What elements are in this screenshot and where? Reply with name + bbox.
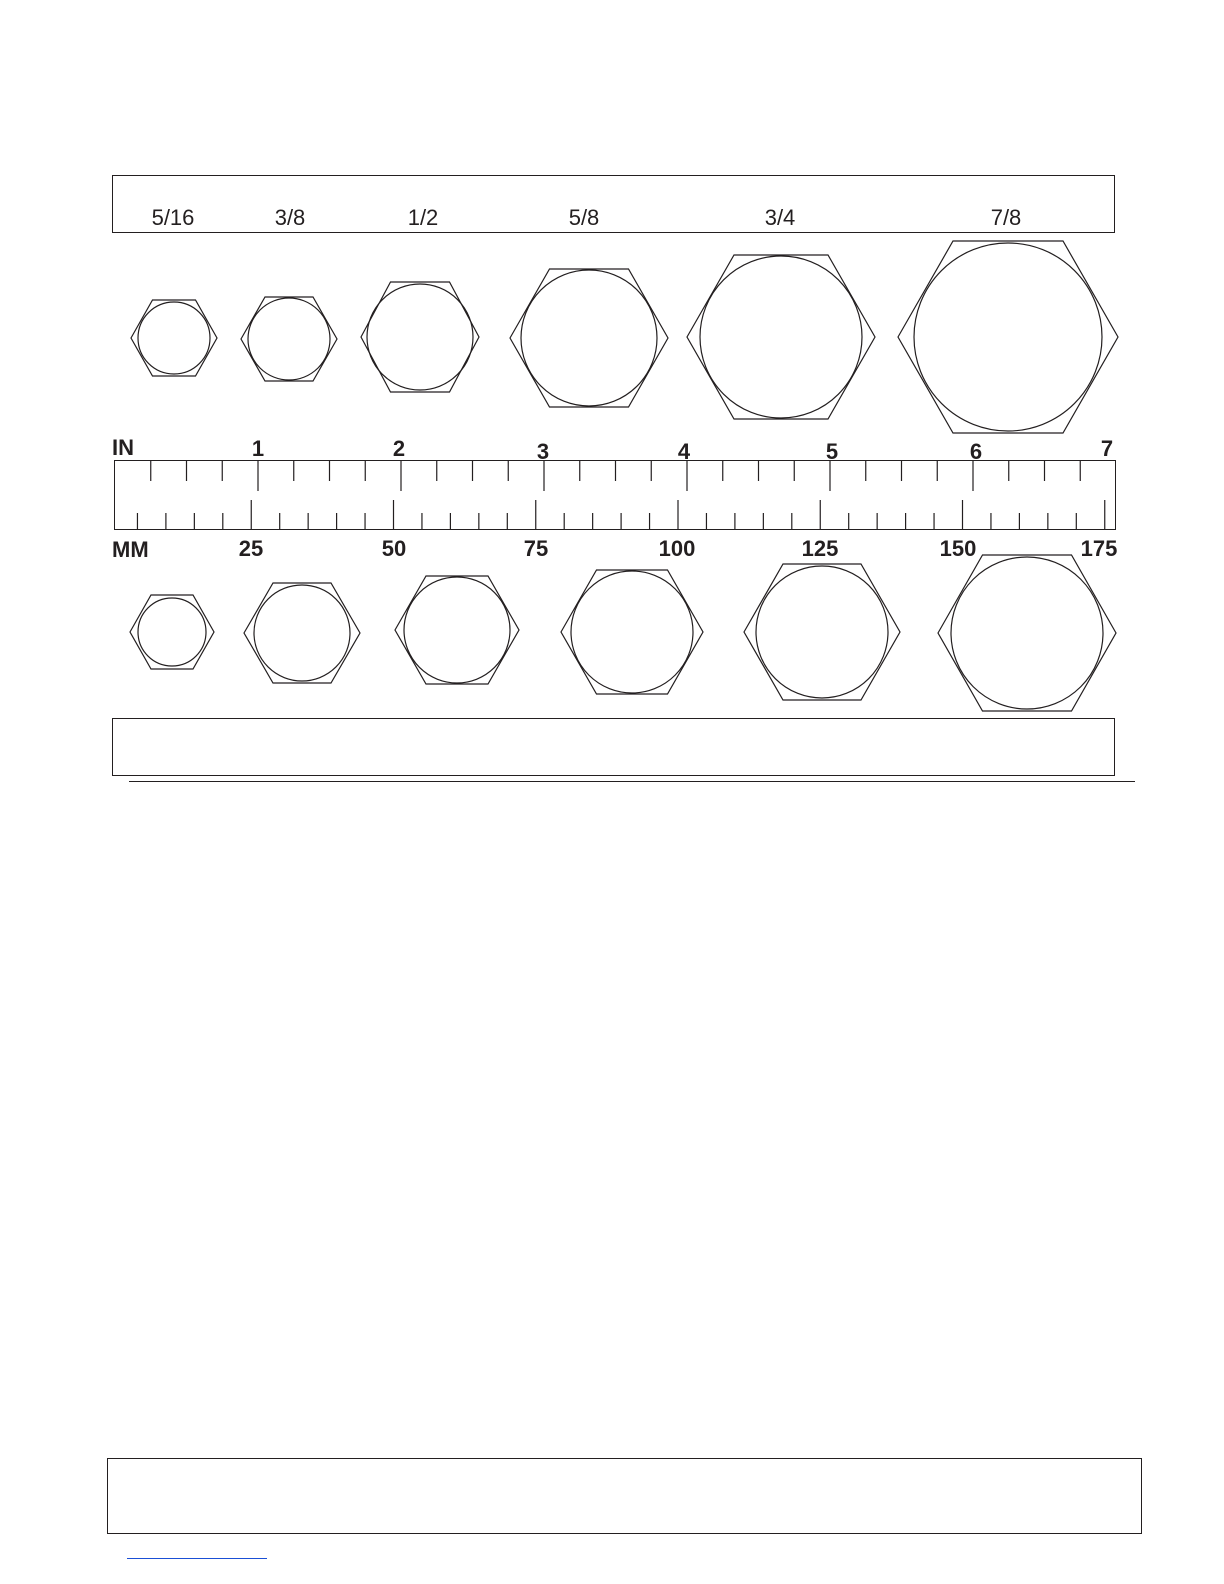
- sae-size-label: 3/8: [274, 205, 306, 230]
- inch-number-label: 5: [825, 439, 839, 464]
- mm-number-label: 125: [801, 536, 839, 561]
- mm-number-label: 175: [1080, 536, 1118, 561]
- inch-number-label: 2: [392, 436, 406, 461]
- sae-size-label: 5/8: [568, 205, 600, 230]
- inch-number-label: 6: [969, 439, 983, 464]
- inch-number-label: 7: [1100, 436, 1114, 461]
- inch-number-label: 1: [251, 436, 265, 461]
- mm-number-label: 25: [238, 536, 264, 561]
- link-underline: [127, 1558, 267, 1559]
- inch-unit-label: IN: [112, 435, 134, 460]
- divider-line: [129, 781, 1135, 782]
- metric-footer-box: [112, 718, 1115, 776]
- inch-number-label: 4: [677, 439, 691, 464]
- sae-size-label: 7/8: [990, 205, 1022, 230]
- sae-size-label: 1/2: [407, 205, 439, 230]
- mm-number-label: 75: [523, 536, 549, 561]
- mm-number-label: 50: [381, 536, 407, 561]
- mm-number-label: 100: [658, 536, 696, 561]
- inch-number-label: 3: [536, 439, 550, 464]
- mm-unit-label: MM: [112, 537, 149, 562]
- note-box: [107, 1458, 1142, 1534]
- mm-number-label: 150: [939, 536, 977, 561]
- sae-size-label: 3/4: [764, 205, 796, 230]
- sae-size-label: 5/16: [151, 205, 195, 230]
